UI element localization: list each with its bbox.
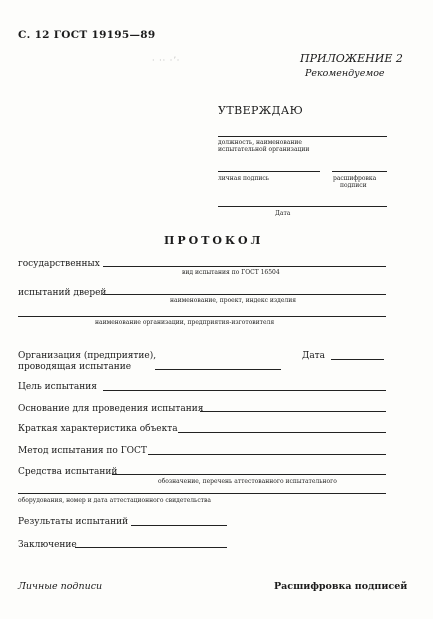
conclusion-label: Заключение bbox=[18, 540, 77, 550]
test-type-label: государственных bbox=[18, 259, 100, 269]
position-caption-1: должность, наименование bbox=[218, 139, 302, 146]
manufacturer-caption: наименование организации, предприятия-изготовителя bbox=[95, 319, 275, 326]
decode-signatures-label: Расшифровка подписей bbox=[274, 581, 408, 592]
signatures-label: Личные подписи bbox=[18, 581, 103, 592]
page-reference: С. 12 ГОСТ 19195—89 bbox=[18, 29, 156, 41]
signature-line bbox=[218, 171, 320, 172]
means-caption-2: оборудования, номер и дата аттестационного свидетельства bbox=[18, 497, 211, 504]
product-caption: наименование, проект, индекс изделия bbox=[170, 297, 296, 304]
manufacturer-line bbox=[18, 316, 386, 317]
conclusion-line bbox=[75, 547, 227, 548]
protocol-title: ПРОТОКОЛ bbox=[164, 234, 264, 247]
signature-caption: личная подпись bbox=[218, 175, 269, 182]
date-line bbox=[218, 206, 387, 207]
appendix-title: ПРИЛОЖЕНИЕ 2 bbox=[300, 52, 403, 65]
results-label: Результаты испытаний bbox=[18, 517, 129, 527]
characteristics-label: Краткая характеристика объекта bbox=[18, 424, 178, 434]
date-label: Дата bbox=[302, 351, 326, 361]
means-label: Средства испытаний bbox=[18, 467, 118, 477]
decode-caption-2: подписи bbox=[340, 182, 367, 189]
purpose-line bbox=[103, 390, 386, 391]
test-type-line bbox=[103, 266, 386, 267]
method-label: Метод испытания по ГОСТ bbox=[18, 446, 147, 456]
recommended-note: Рекомендуемое bbox=[305, 68, 385, 79]
method-line bbox=[148, 454, 386, 455]
org-label-2: проводящая испытание bbox=[18, 362, 132, 372]
means-second-line bbox=[18, 493, 386, 494]
org-line bbox=[155, 369, 281, 370]
test-date-line bbox=[331, 359, 384, 360]
means-line bbox=[112, 474, 386, 475]
basis-line bbox=[200, 411, 386, 412]
org-label-1: Организация (предприятие), bbox=[18, 351, 157, 361]
characteristics-line bbox=[178, 432, 386, 433]
results-line bbox=[131, 525, 227, 526]
faint-stamp: · ·· ·ʼ· bbox=[152, 56, 181, 65]
product-line bbox=[103, 294, 386, 295]
means-caption-1: обозначение, перечень аттестованного испытательного bbox=[158, 478, 337, 485]
product-label: испытаний дверей bbox=[18, 288, 107, 298]
basis-label: Основание для проведения испытания bbox=[18, 404, 204, 414]
date-caption: Дата bbox=[275, 210, 291, 217]
approve-heading: УТВЕРЖДАЮ bbox=[218, 104, 304, 117]
position-line bbox=[218, 136, 387, 137]
purpose-label: Цель испытания bbox=[18, 382, 97, 392]
test-type-caption: вид испытания по ГОСТ 16504 bbox=[182, 269, 280, 276]
signature-decode-line bbox=[332, 171, 387, 172]
decode-caption-1: расшифровка bbox=[333, 175, 377, 182]
position-caption-2: испытательной организации bbox=[218, 146, 310, 153]
